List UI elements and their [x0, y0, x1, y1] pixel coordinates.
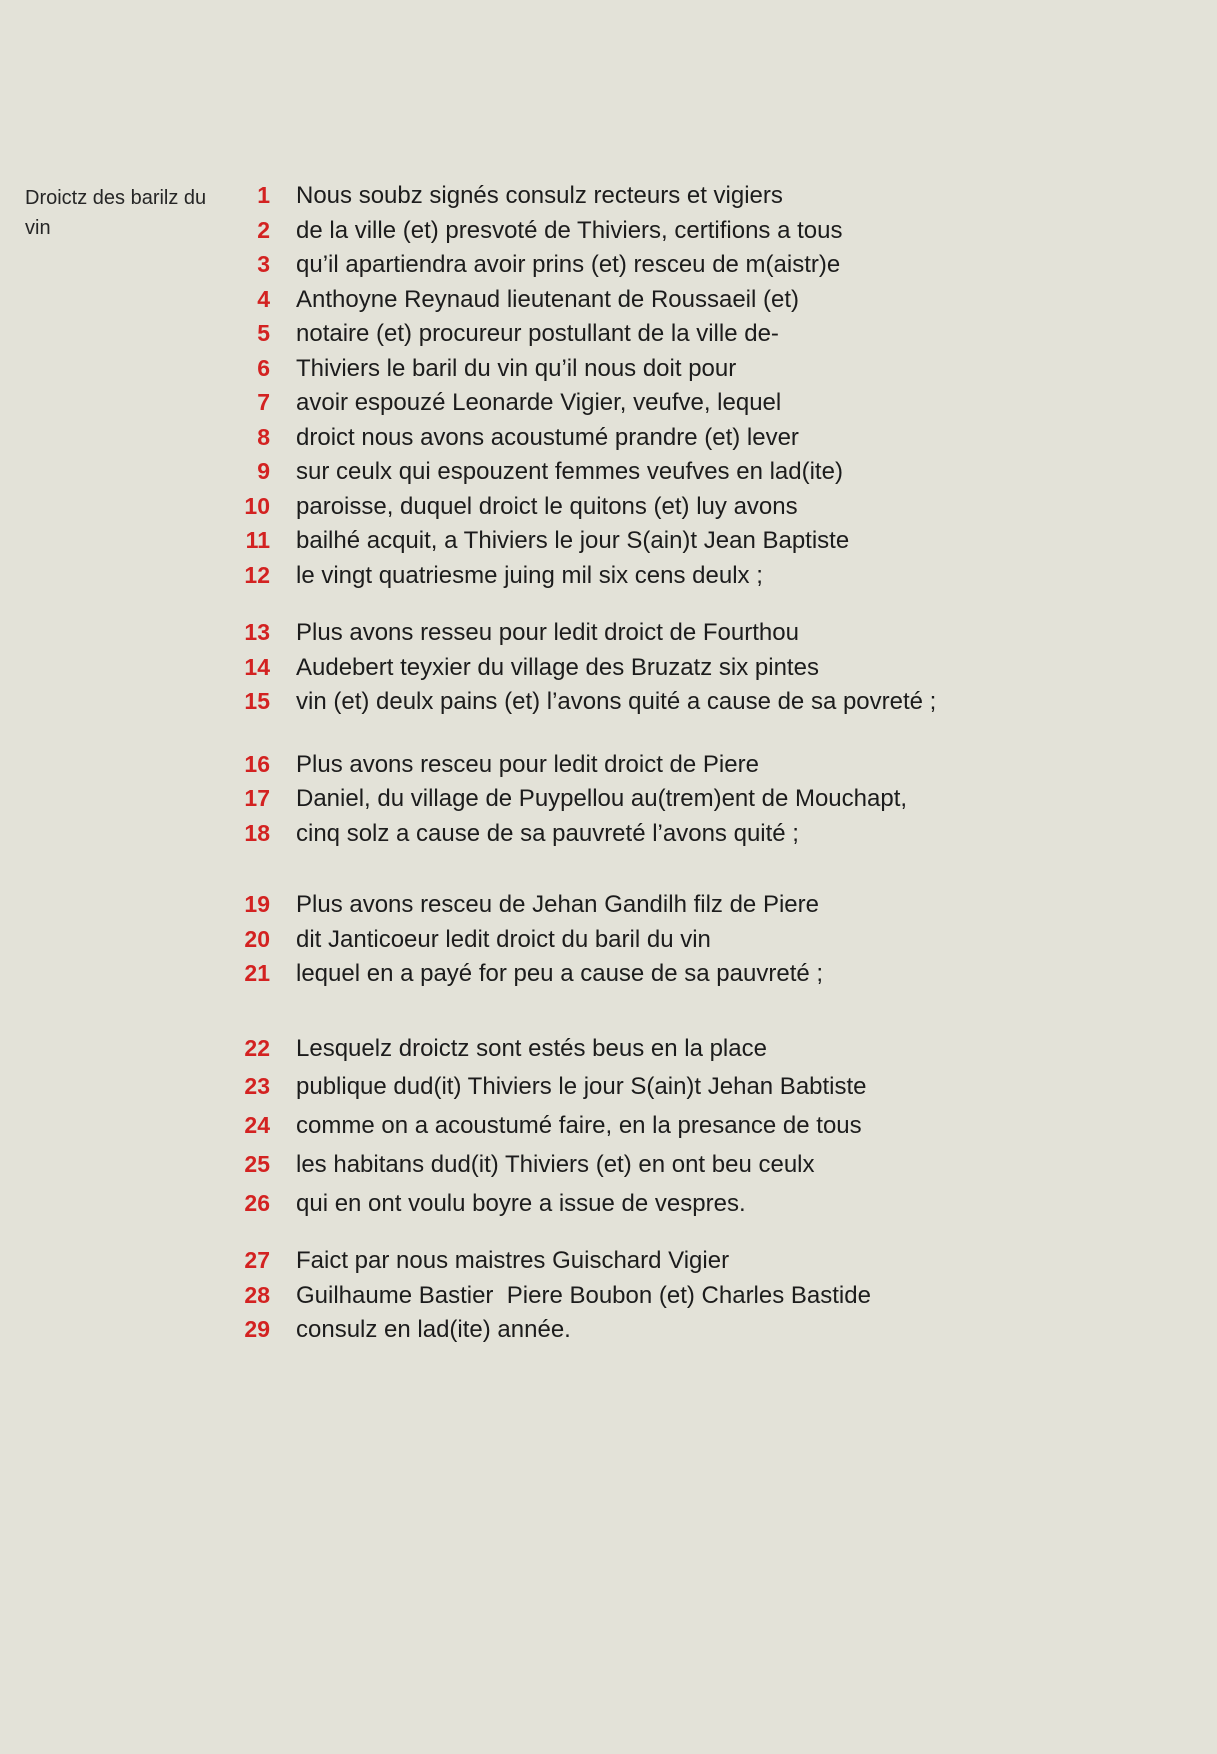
- transcription-line: [0, 820, 1217, 855]
- line-number: 20: [244, 925, 270, 952]
- line-number: 4: [257, 285, 270, 312]
- transcription-line: [0, 1035, 1217, 1074]
- line-number: 15: [244, 688, 270, 714]
- transcription-line: [0, 960, 1217, 995]
- line-number: 8: [257, 423, 270, 450]
- transcription-line: [0, 562, 1217, 597]
- line-text: Plus avons resceu de Jehan Gandilh filz de Piere: [296, 891, 819, 918]
- line-text: Nous soubz signés consulz recteurs et vigiers: [296, 182, 783, 209]
- line-text: Anthoyne Reynaud lieutenant de Roussaeil (et): [296, 285, 799, 313]
- line-text: comme on a acoustumé faire, en la presance de tous: [296, 1112, 862, 1140]
- line-text: droict nous avons acoustumé prandre (et) lever: [296, 423, 799, 451]
- transcription-line: [0, 1190, 1217, 1229]
- transcription-text: [0, 182, 1217, 1351]
- line-text: de la ville (et) presvoté de Thiviers, certifions a tous: [296, 216, 843, 244]
- line-number: 25: [244, 1150, 270, 1177]
- line-text: notaire (et) procureur postullant de la ville de-: [296, 320, 779, 347]
- line-text: les habitans dud(it) Thiviers (et) en ont beu ceulx: [296, 1150, 815, 1178]
- line-number: 27: [244, 1247, 270, 1274]
- transcription-line: [0, 1073, 1217, 1112]
- line-text: Daniel, du village de Puypellou au(trem)ent de Mouchapt,: [296, 785, 908, 812]
- line-number: 3: [257, 251, 270, 277]
- transcription-block: [0, 891, 1217, 995]
- transcription-line: [0, 320, 1217, 355]
- line-number: 7: [257, 389, 270, 415]
- line-number: 23: [244, 1073, 270, 1100]
- line-number: 18: [244, 819, 270, 846]
- line-text: Thiviers le baril du vin qu’il nous doit pour: [296, 354, 737, 382]
- line-number: 28: [244, 1281, 270, 1308]
- line-number: 17: [244, 785, 270, 811]
- line-text: vin (et) deulx pains (et) l’avons quité a cause de sa povreté ;: [296, 688, 937, 715]
- transcription-line: [0, 493, 1217, 528]
- line-text: Faict par nous maistres Guischard Vigier: [296, 1247, 730, 1275]
- line-text: qu’il apartiendra avoir prins (et) resceu de m(aistr)e: [296, 251, 841, 278]
- line-number: 10: [244, 492, 270, 519]
- line-number: 11: [245, 527, 270, 553]
- margin-note: Droictz des barilz du vin: [25, 187, 207, 239]
- line-text: cinq solz a cause de sa pauvreté l’avons quité ;: [296, 819, 799, 847]
- transcription-block: [0, 751, 1217, 855]
- line-text: dit Janticoeur ledit droict du baril du vin: [296, 925, 711, 953]
- line-text: paroisse, duquel droict le quitons (et) luy avons: [296, 492, 798, 520]
- line-number: 5: [257, 320, 270, 346]
- line-number: 29: [244, 1316, 270, 1343]
- line-number: 12: [244, 561, 270, 588]
- transcription-block: [0, 182, 1217, 596]
- line-number: 16: [244, 750, 270, 777]
- transcription-line: [0, 355, 1217, 390]
- line-text: lequel en a payé for peu a cause de sa pauvreté ;: [296, 960, 824, 987]
- line-number: 13: [244, 619, 270, 645]
- line-text: bailhé acquit, a Thiviers le jour S(ain)t Jean Baptiste: [296, 527, 850, 554]
- transcription-line: [0, 1247, 1217, 1282]
- line-text: sur ceulx qui espouzent femmes veufves en lad(ite): [296, 458, 843, 485]
- transcription-line: [0, 688, 1217, 723]
- transcription-line: [0, 251, 1217, 286]
- transcription-line: [0, 785, 1217, 820]
- transcription-line: [0, 619, 1217, 654]
- line-text: consulz en lad(ite) année.: [296, 1316, 571, 1344]
- transcription-line: [0, 1316, 1217, 1351]
- line-number: 2: [257, 216, 270, 243]
- transcription-line: [0, 389, 1217, 424]
- transcription-line: [0, 1112, 1217, 1151]
- line-text: Audebert teyxier du village des Bruzatz six pintes: [296, 653, 819, 681]
- line-number: 22: [244, 1034, 270, 1061]
- transcription-line: [0, 286, 1217, 321]
- transcription-block: [0, 1035, 1217, 1229]
- line-number: 1: [257, 182, 270, 208]
- transcription-line: [0, 751, 1217, 786]
- line-text: Plus avons resseu pour ledit droict de Fourthou: [296, 619, 799, 646]
- line-number: 24: [244, 1112, 270, 1139]
- transcription-line: [0, 891, 1217, 926]
- transcription-line: [0, 182, 1217, 217]
- transcription-line: [0, 527, 1217, 562]
- transcription-line: [0, 458, 1217, 493]
- transcription-line: [0, 654, 1217, 689]
- line-text: Lesquelz droictz sont estés beus en la place: [296, 1034, 767, 1062]
- line-number: 19: [244, 891, 270, 917]
- transcription-line: [0, 926, 1217, 961]
- line-number: 14: [244, 653, 270, 680]
- line-text: Guilhaume Bastier Piere Boubon (et) Charles Bastide: [296, 1281, 871, 1309]
- line-text: le vingt quatriesme juing mil six cens deulx ;: [296, 561, 763, 589]
- line-text: qui en ont voulu boyre a issue de vespres.: [296, 1189, 746, 1217]
- transcription-line: [0, 217, 1217, 252]
- line-text: Plus avons resceu pour ledit droict de Piere: [296, 750, 759, 778]
- line-number: 6: [257, 354, 270, 381]
- line-text: avoir espouzé Leonarde Vigier, veufve, lequel: [296, 389, 782, 416]
- line-number: 9: [257, 458, 270, 484]
- line-text: publique dud(it) Thiviers le jour S(ain)t Jehan Babtiste: [296, 1073, 867, 1101]
- transcription-line: [0, 424, 1217, 459]
- transcription-line: [0, 1282, 1217, 1317]
- line-number: 26: [244, 1189, 270, 1216]
- transcription-block: [0, 619, 1217, 723]
- line-number: 21: [244, 960, 270, 986]
- transcription-block: [0, 1247, 1217, 1351]
- transcription-line: [0, 1151, 1217, 1190]
